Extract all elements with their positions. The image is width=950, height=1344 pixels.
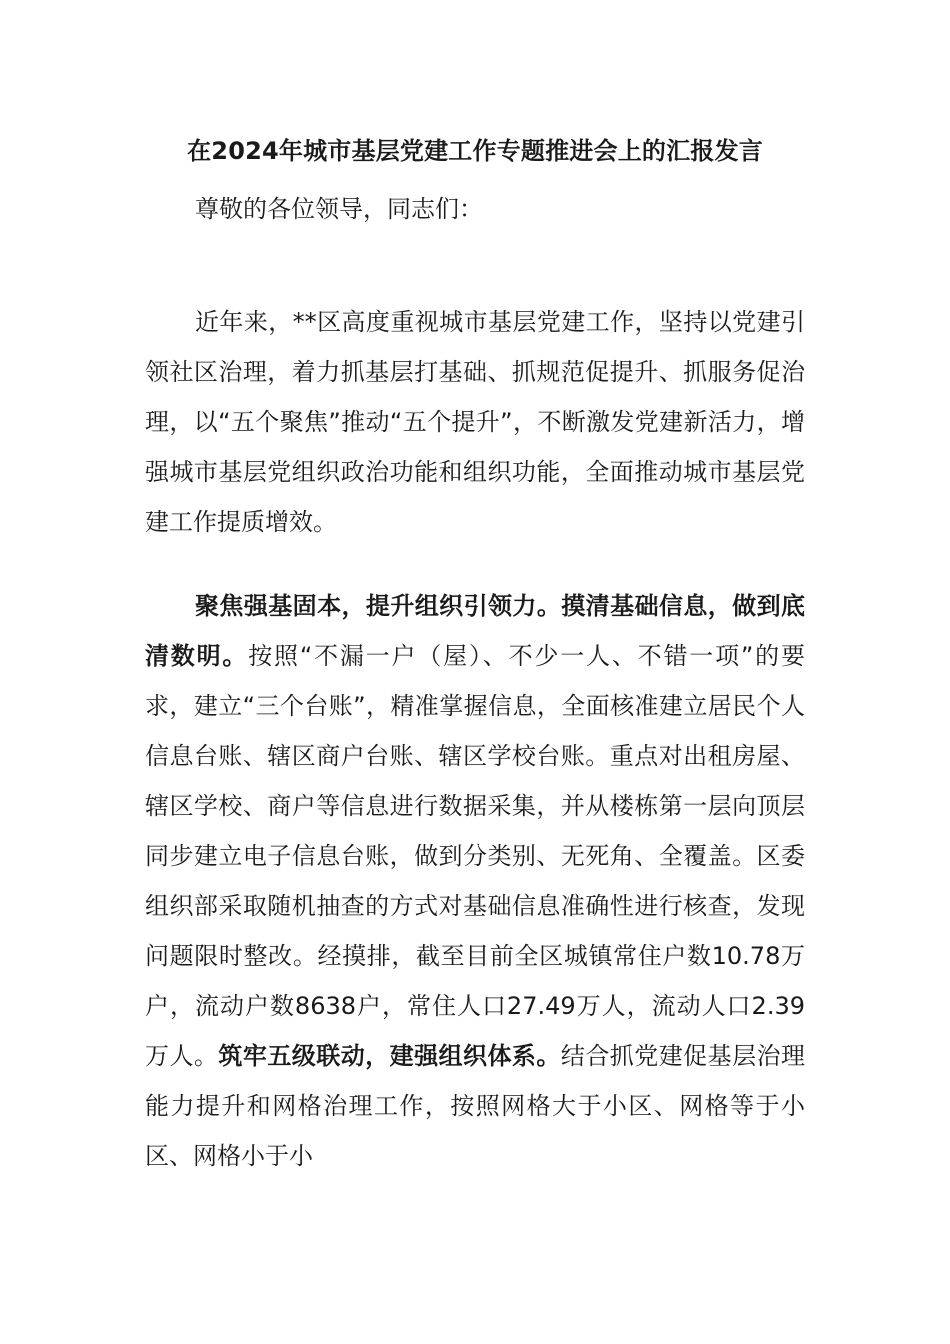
greeting-paragraph: 尊敬的各位领导，同志们：: [195, 195, 483, 223]
subsection-text-linkage: 结合抓党建促基层治理能力提升和网格治理工作，按照网格大于小区、网格等于小区、网格小于小: [145, 1042, 806, 1170]
intro-paragraph: 近年来，**区高度重视城市基层党建工作，坚持以党建引领社区治理，着力抓基层打基础、抓规范促提升、抓服务促治理，以“五个聚焦”推动“五个提升”，不断激发党建新活力，增强城市基层党组织政治功能和组织功能，全面推动城市基层党建工作提质增效。: [145, 308, 805, 536]
document-title: 在2024年城市基层党建工作专题推进会上的汇报发言: [187, 137, 763, 165]
section-paragraph: [145, 581, 805, 1181]
subsection-heading-info: 摸清基础信息，做到底清数明。: [145, 592, 805, 670]
subsection-heading-linkage: 筑牢五级联动，建强组织体系。: [218, 1042, 561, 1070]
subsection-text-info: 按照“不漏一户（屋）、不少一人、不错一项”的要求，建立“三个台账”，精准掌握信息，全面核准建立居民个人信息台账、辖区商户台账、辖区学校台账。重点对出租房屋、辖区学校、商户等信息进行数据采集，并从楼栋第一层向顶层同步建立电子信息台账，做到分类别、无死角、全覆盖。区委组织部采取随机抽查的方式对基础信息准确性进行核查，发现问题限时整改。经摸排，截至目前全区城镇常住户数10.78万户，流动户数8638户，常住人口27.49万人，流动人口2.39万人。: [145, 642, 805, 1070]
section-heading: 聚焦强基固本，提升组织引领力。: [195, 592, 562, 620]
